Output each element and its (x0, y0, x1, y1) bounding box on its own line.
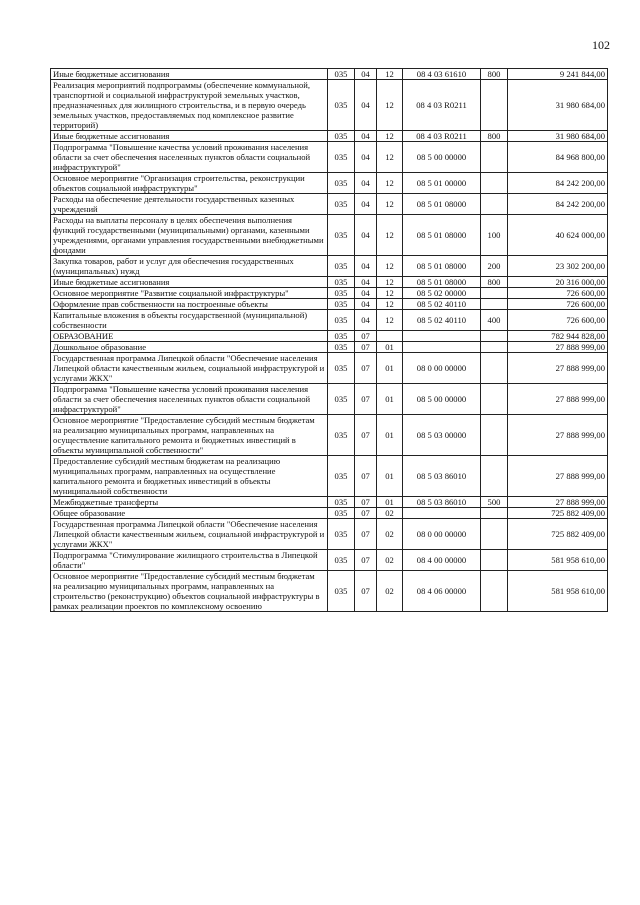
cell-pr: 12 (377, 310, 403, 331)
cell-csr: 08 0 00 00000 (403, 353, 481, 384)
cell-csr: 08 4 06 00000 (403, 571, 481, 612)
cell-pr: 02 (377, 550, 403, 571)
cell-pr: 01 (377, 342, 403, 353)
cell-rz: 04 (355, 173, 377, 194)
cell-sum: 581 958 610,00 (508, 571, 608, 612)
cell-sum: 84 968 800,00 (508, 142, 608, 173)
cell-name: Капитальные вложения в объекты государственной (муниципальной) собственности (51, 310, 328, 331)
cell-csr: 08 5 03 86010 (403, 456, 481, 497)
table-row (51, 519, 608, 550)
cell-name: Иные бюджетные ассигнования (51, 277, 328, 288)
cell-name: Государственная программа Липецкой области "Обеспечение населения Липецкой области качественным жильем, социальной инфраструктурой и услугами ЖКХ" (51, 353, 328, 384)
cell-csr: 08 0 00 00000 (403, 519, 481, 550)
cell-pr: 12 (377, 194, 403, 215)
cell-csr: 08 4 03 61610 (403, 69, 481, 80)
cell-vr: 800 (481, 69, 508, 80)
cell-sum: 726 600,00 (508, 310, 608, 331)
cell-csr: 08 5 02 40110 (403, 310, 481, 331)
cell-rz: 07 (355, 497, 377, 508)
cell-name: Основное мероприятие "Предоставление субсидий местным бюджетам на реализацию муниципальных программ, направленных на строительство (реконструкцию) объектов социальной инфраструктуры в рамках реализации проектов по комплексному освоению (51, 571, 328, 612)
table-row (51, 288, 608, 299)
cell-sum: 581 958 610,00 (508, 550, 608, 571)
cell-ved: 035 (328, 131, 355, 142)
cell-sum: 725 882 409,00 (508, 508, 608, 519)
cell-vr: 400 (481, 310, 508, 331)
cell-rz: 04 (355, 131, 377, 142)
cell-ved: 035 (328, 353, 355, 384)
table-row (51, 342, 608, 353)
cell-pr: 12 (377, 173, 403, 194)
cell-vr (481, 194, 508, 215)
cell-vr (481, 550, 508, 571)
table-row (51, 256, 608, 277)
cell-sum: 726 600,00 (508, 299, 608, 310)
page-number: 102 (592, 38, 610, 52)
cell-rz: 04 (355, 277, 377, 288)
cell-pr: 01 (377, 384, 403, 415)
cell-name: Иные бюджетные ассигнования (51, 131, 328, 142)
cell-rz: 04 (355, 142, 377, 173)
cell-sum: 84 242 200,00 (508, 194, 608, 215)
cell-ved: 035 (328, 69, 355, 80)
cell-csr: 08 4 03 R0211 (403, 131, 481, 142)
cell-rz: 07 (355, 456, 377, 497)
cell-sum: 782 944 828,00 (508, 331, 608, 342)
cell-ved: 035 (328, 497, 355, 508)
cell-csr: 08 4 03 R0211 (403, 80, 481, 131)
cell-csr: 08 5 01 08000 (403, 215, 481, 256)
cell-sum: 27 888 999,00 (508, 384, 608, 415)
cell-csr: 08 5 00 00000 (403, 384, 481, 415)
cell-csr (403, 508, 481, 519)
table-row (51, 497, 608, 508)
cell-vr (481, 519, 508, 550)
cell-name: Расходы на обеспечение деятельности государственных казенных учреждений (51, 194, 328, 215)
table-body (51, 69, 608, 612)
cell-csr: 08 5 02 00000 (403, 288, 481, 299)
cell-name: Закупка товаров, работ и услуг для обеспечения государственных (муниципальных) нужд (51, 256, 328, 277)
cell-vr: 100 (481, 215, 508, 256)
cell-ved: 035 (328, 194, 355, 215)
cell-csr (403, 342, 481, 353)
table-row (51, 310, 608, 331)
cell-sum: 27 888 999,00 (508, 342, 608, 353)
cell-vr (481, 299, 508, 310)
cell-pr: 01 (377, 497, 403, 508)
cell-ved: 035 (328, 215, 355, 256)
table-row (51, 194, 608, 215)
cell-name: Подпрограмма "Стимулирование жилищного строительства в Липецкой области" (51, 550, 328, 571)
cell-pr: 12 (377, 288, 403, 299)
cell-ved: 035 (328, 519, 355, 550)
cell-name: Государственная программа Липецкой области "Обеспечение населения Липецкой области качественным жильем, социальной инфраструктурой и услугами ЖКХ" (51, 519, 328, 550)
cell-vr (481, 80, 508, 131)
cell-name: Подпрограмма "Повышение качества условий проживания населения области за счет обеспечения населенных пунктов области социальной инфраструктурой" (51, 384, 328, 415)
cell-name: Оформление прав собственности на построенные объекты (51, 299, 328, 310)
cell-sum: 40 624 000,00 (508, 215, 608, 256)
table-row (51, 80, 608, 131)
cell-rz: 04 (355, 215, 377, 256)
cell-pr: 02 (377, 571, 403, 612)
cell-vr (481, 288, 508, 299)
cell-ved: 035 (328, 310, 355, 331)
table-row (51, 142, 608, 173)
cell-vr: 800 (481, 131, 508, 142)
cell-ved: 035 (328, 384, 355, 415)
table-row (51, 215, 608, 256)
cell-sum: 27 888 999,00 (508, 456, 608, 497)
cell-rz: 07 (355, 353, 377, 384)
cell-sum: 9 241 844,00 (508, 69, 608, 80)
cell-ved: 035 (328, 256, 355, 277)
cell-name: Межбюджетные трансферты (51, 497, 328, 508)
cell-name: ОБРАЗОВАНИЕ (51, 331, 328, 342)
cell-ved: 035 (328, 299, 355, 310)
table-row (51, 456, 608, 497)
cell-vr (481, 342, 508, 353)
cell-rz: 07 (355, 342, 377, 353)
cell-ved: 035 (328, 331, 355, 342)
cell-pr: 12 (377, 299, 403, 310)
cell-vr (481, 353, 508, 384)
cell-ved: 035 (328, 142, 355, 173)
cell-rz: 07 (355, 508, 377, 519)
cell-vr (481, 142, 508, 173)
budget-table (50, 68, 608, 612)
cell-csr: 08 4 00 00000 (403, 550, 481, 571)
cell-rz: 07 (355, 415, 377, 456)
table-row (51, 508, 608, 519)
cell-csr: 08 5 01 08000 (403, 194, 481, 215)
cell-rz: 04 (355, 194, 377, 215)
cell-vr (481, 456, 508, 497)
table-row (51, 69, 608, 80)
table-row (51, 571, 608, 612)
cell-csr: 08 5 03 00000 (403, 415, 481, 456)
table-row (51, 173, 608, 194)
cell-vr (481, 384, 508, 415)
cell-csr: 08 5 02 40110 (403, 299, 481, 310)
cell-pr: 12 (377, 131, 403, 142)
table-row (51, 299, 608, 310)
cell-vr (481, 415, 508, 456)
cell-ved: 035 (328, 80, 355, 131)
cell-vr: 800 (481, 277, 508, 288)
cell-sum: 27 888 999,00 (508, 415, 608, 456)
cell-sum: 20 316 000,00 (508, 277, 608, 288)
cell-rz: 04 (355, 69, 377, 80)
cell-rz: 04 (355, 310, 377, 331)
table-row (51, 550, 608, 571)
cell-pr: 12 (377, 69, 403, 80)
cell-ved: 035 (328, 415, 355, 456)
cell-name: Дошкольное образование (51, 342, 328, 353)
table-row (51, 415, 608, 456)
cell-vr (481, 331, 508, 342)
cell-name: Основное мероприятие "Организация строительства, реконструкции объектов социальной инфраструктуры" (51, 173, 328, 194)
cell-sum: 84 242 200,00 (508, 173, 608, 194)
cell-name: Основное мероприятие "Развитие социальной инфраструктуры" (51, 288, 328, 299)
cell-sum: 27 888 999,00 (508, 497, 608, 508)
cell-pr: 12 (377, 215, 403, 256)
cell-name: Предоставление субсидий местным бюджетам на реализацию муниципальных программ, направленных на осуществление капитального ремонта и бюджетных инвестиций в объекты муниципальной собственности (51, 456, 328, 497)
table-row (51, 331, 608, 342)
cell-csr: 08 5 01 00000 (403, 173, 481, 194)
cell-rz: 07 (355, 571, 377, 612)
cell-csr: 08 5 03 86010 (403, 497, 481, 508)
cell-csr: 08 5 01 08000 (403, 256, 481, 277)
cell-vr (481, 571, 508, 612)
cell-pr: 01 (377, 353, 403, 384)
cell-csr: 08 5 00 00000 (403, 142, 481, 173)
cell-sum: 23 302 200,00 (508, 256, 608, 277)
cell-vr: 200 (481, 256, 508, 277)
cell-ved: 035 (328, 173, 355, 194)
cell-pr: 12 (377, 142, 403, 173)
table-row (51, 353, 608, 384)
cell-name: Общее образование (51, 508, 328, 519)
cell-pr: 02 (377, 508, 403, 519)
cell-rz: 07 (355, 331, 377, 342)
cell-pr: 01 (377, 415, 403, 456)
cell-pr (377, 331, 403, 342)
cell-rz: 07 (355, 550, 377, 571)
cell-name: Иные бюджетные ассигнования (51, 69, 328, 80)
cell-sum: 31 980 684,00 (508, 80, 608, 131)
table-row (51, 277, 608, 288)
table-row (51, 384, 608, 415)
cell-ved: 035 (328, 456, 355, 497)
cell-sum: 726 600,00 (508, 288, 608, 299)
cell-rz: 04 (355, 80, 377, 131)
cell-ved: 035 (328, 277, 355, 288)
cell-ved: 035 (328, 288, 355, 299)
cell-ved: 035 (328, 342, 355, 353)
cell-vr (481, 508, 508, 519)
cell-rz: 04 (355, 256, 377, 277)
cell-sum: 725 882 409,00 (508, 519, 608, 550)
cell-pr: 12 (377, 277, 403, 288)
cell-ved: 035 (328, 550, 355, 571)
cell-pr: 12 (377, 256, 403, 277)
cell-rz: 04 (355, 288, 377, 299)
cell-sum: 27 888 999,00 (508, 353, 608, 384)
cell-pr: 02 (377, 519, 403, 550)
cell-csr: 08 5 01 08000 (403, 277, 481, 288)
cell-name: Реализация мероприятий подпрограммы (обеспечение коммунальной, транспортной и социальной инфраструктурой земельных участков, предназначенных для жилищного строительства, и в первую очередь земельных участков, предоставляемых под комплексное развитие территорий) (51, 80, 328, 131)
cell-name: Подпрограмма "Повышение качества условий проживания населения области за счет обеспечения населенных пунктов области социальной инфраструктурой" (51, 142, 328, 173)
cell-vr: 500 (481, 497, 508, 508)
cell-rz: 04 (355, 299, 377, 310)
cell-vr (481, 173, 508, 194)
cell-sum: 31 980 684,00 (508, 131, 608, 142)
cell-ved: 035 (328, 571, 355, 612)
cell-rz: 07 (355, 384, 377, 415)
cell-rz: 07 (355, 519, 377, 550)
cell-name: Основное мероприятие "Предоставление субсидий местным бюджетам на реализацию муниципальных программ, направленных на осуществление капитального ремонта и бюджетных инвестиций в объекты муниципальной собственности" (51, 415, 328, 456)
cell-ved: 035 (328, 508, 355, 519)
cell-pr: 01 (377, 456, 403, 497)
cell-name: Расходы на выплаты персоналу в целях обеспечения выполнения функций государственными (муниципальными) органами, казенными учреждениями, органами управления государственными внебюджетными фондами (51, 215, 328, 256)
table-row (51, 131, 608, 142)
cell-csr (403, 331, 481, 342)
cell-pr: 12 (377, 80, 403, 131)
